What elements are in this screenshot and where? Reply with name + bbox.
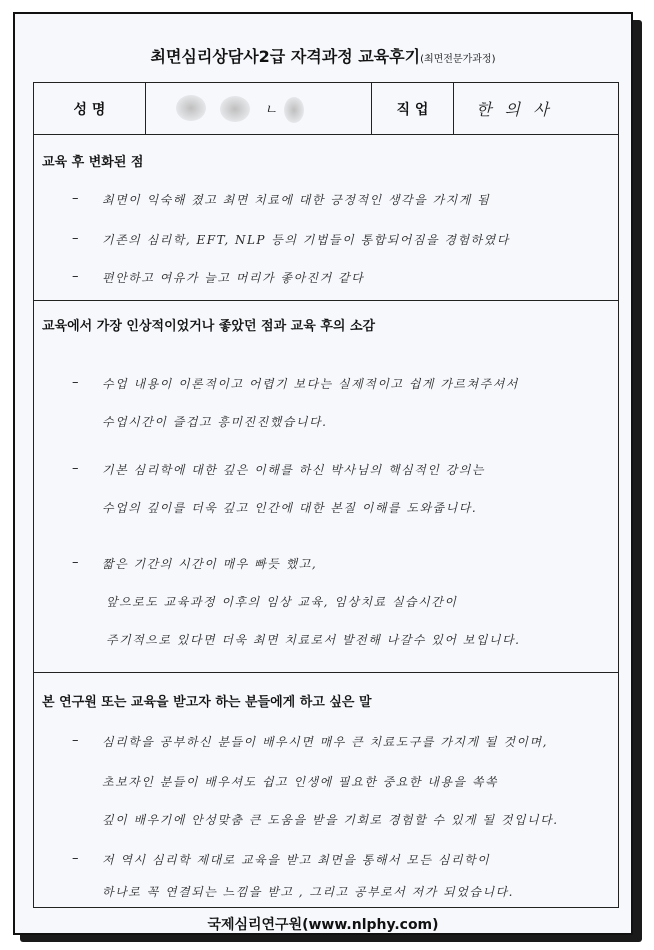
review-form <box>33 82 619 908</box>
bullet-dash: – <box>72 231 79 246</box>
blurred-name-3 <box>284 97 304 123</box>
handwritten-line: 초보자인 분들이 배우셔도 쉽고 인생에 필요한 중요한 내용을 쏙쏙 <box>102 775 499 789</box>
title-subtitle: (최면전문가과정) <box>420 54 496 65</box>
handwritten-line: 짧은 기간의 시간이 매우 빠듯 했고, <box>102 557 318 571</box>
document-page <box>13 12 633 935</box>
bullet-dash: – <box>72 851 79 866</box>
bullet-dash: – <box>72 555 79 570</box>
info-row <box>34 83 618 135</box>
job-label: 직 업 <box>372 83 454 134</box>
bullet-dash: – <box>72 269 79 284</box>
name-value <box>146 83 372 134</box>
section-heading: 교육에서 가장 인상적이었거나 좋았던 점과 교육 후의 소감 <box>42 319 376 334</box>
bullet-dash: – <box>72 191 79 206</box>
section-message <box>34 673 618 909</box>
section-changes <box>34 135 618 301</box>
handwritten-line: 최면이 익숙해 졌고 최면 치료에 대한 긍정적인 생각을 가지게 됨 <box>102 193 491 207</box>
name-label: 성 명 <box>34 83 146 134</box>
blurred-name-1 <box>176 95 206 121</box>
handwritten-line: 수업 내용이 이론적이고 어렵기 보다는 실제적이고 쉽게 가르쳐주셔서 <box>102 377 519 391</box>
handwritten-line: 기존의 심리학, EFT, NLP 등의 기법들이 통합되어짐을 경험하였다 <box>102 233 510 247</box>
section-impressions <box>34 301 618 673</box>
blurred-name-2 <box>220 96 250 122</box>
name-visible-fragment: ㄴ <box>264 102 278 118</box>
section-heading: 교육 후 변화된 점 <box>42 155 144 170</box>
institute-footer: 국제심리연구원(www.nlphy.com) <box>207 917 439 933</box>
bullet-dash: – <box>72 733 79 748</box>
handwritten-line: 앞으로도 교육과정 이후의 임상 교육, 임상치료 실습시간이 <box>106 595 458 609</box>
section-heading: 본 연구원 또는 교육을 받고자 하는 분들에게 하고 싶은 말 <box>42 695 372 710</box>
document-title <box>15 44 631 67</box>
handwritten-line: 수업의 깊이를 더욱 깊고 인간에 대한 본질 이해를 도와줍니다. <box>102 501 478 515</box>
handwritten-line: 편안하고 여유가 늘고 머리가 좋아진거 같다 <box>102 271 365 285</box>
handwritten-line: 하나로 꼭 연결되는 느낌을 받고 , 그리고 공부로서 저가 되었습니다. <box>102 885 514 899</box>
title-text: 최면심리상담사2급 자격과정 교육후기 <box>150 47 421 66</box>
handwritten-line: 기본 심리학에 대한 깊은 이해를 하신 박사님의 핵심적인 강의는 <box>102 463 485 477</box>
handwritten-line: 저 역시 심리학 제대로 교육을 받고 최면을 통해서 모든 심리학이 <box>102 853 491 867</box>
handwritten-line: 심리학을 공부하신 분들이 배우시면 매우 큰 치료도구를 가지게 될 것이며, <box>102 735 548 749</box>
bullet-dash: – <box>72 375 79 390</box>
job-value: 한 의 사 <box>476 100 553 119</box>
bullet-dash: – <box>72 461 79 476</box>
handwritten-line: 깊이 배우기에 안성맞춤 큰 도움을 받을 기회로 경험할 수 있게 될 것입니다. <box>102 813 559 827</box>
handwritten-line: 주기적으로 있다면 더욱 최면 치료로서 발전해 나갈수 있어 보입니다. <box>106 633 521 647</box>
handwritten-line: 수업시간이 즐겁고 흥미진진했습니다. <box>102 415 328 429</box>
